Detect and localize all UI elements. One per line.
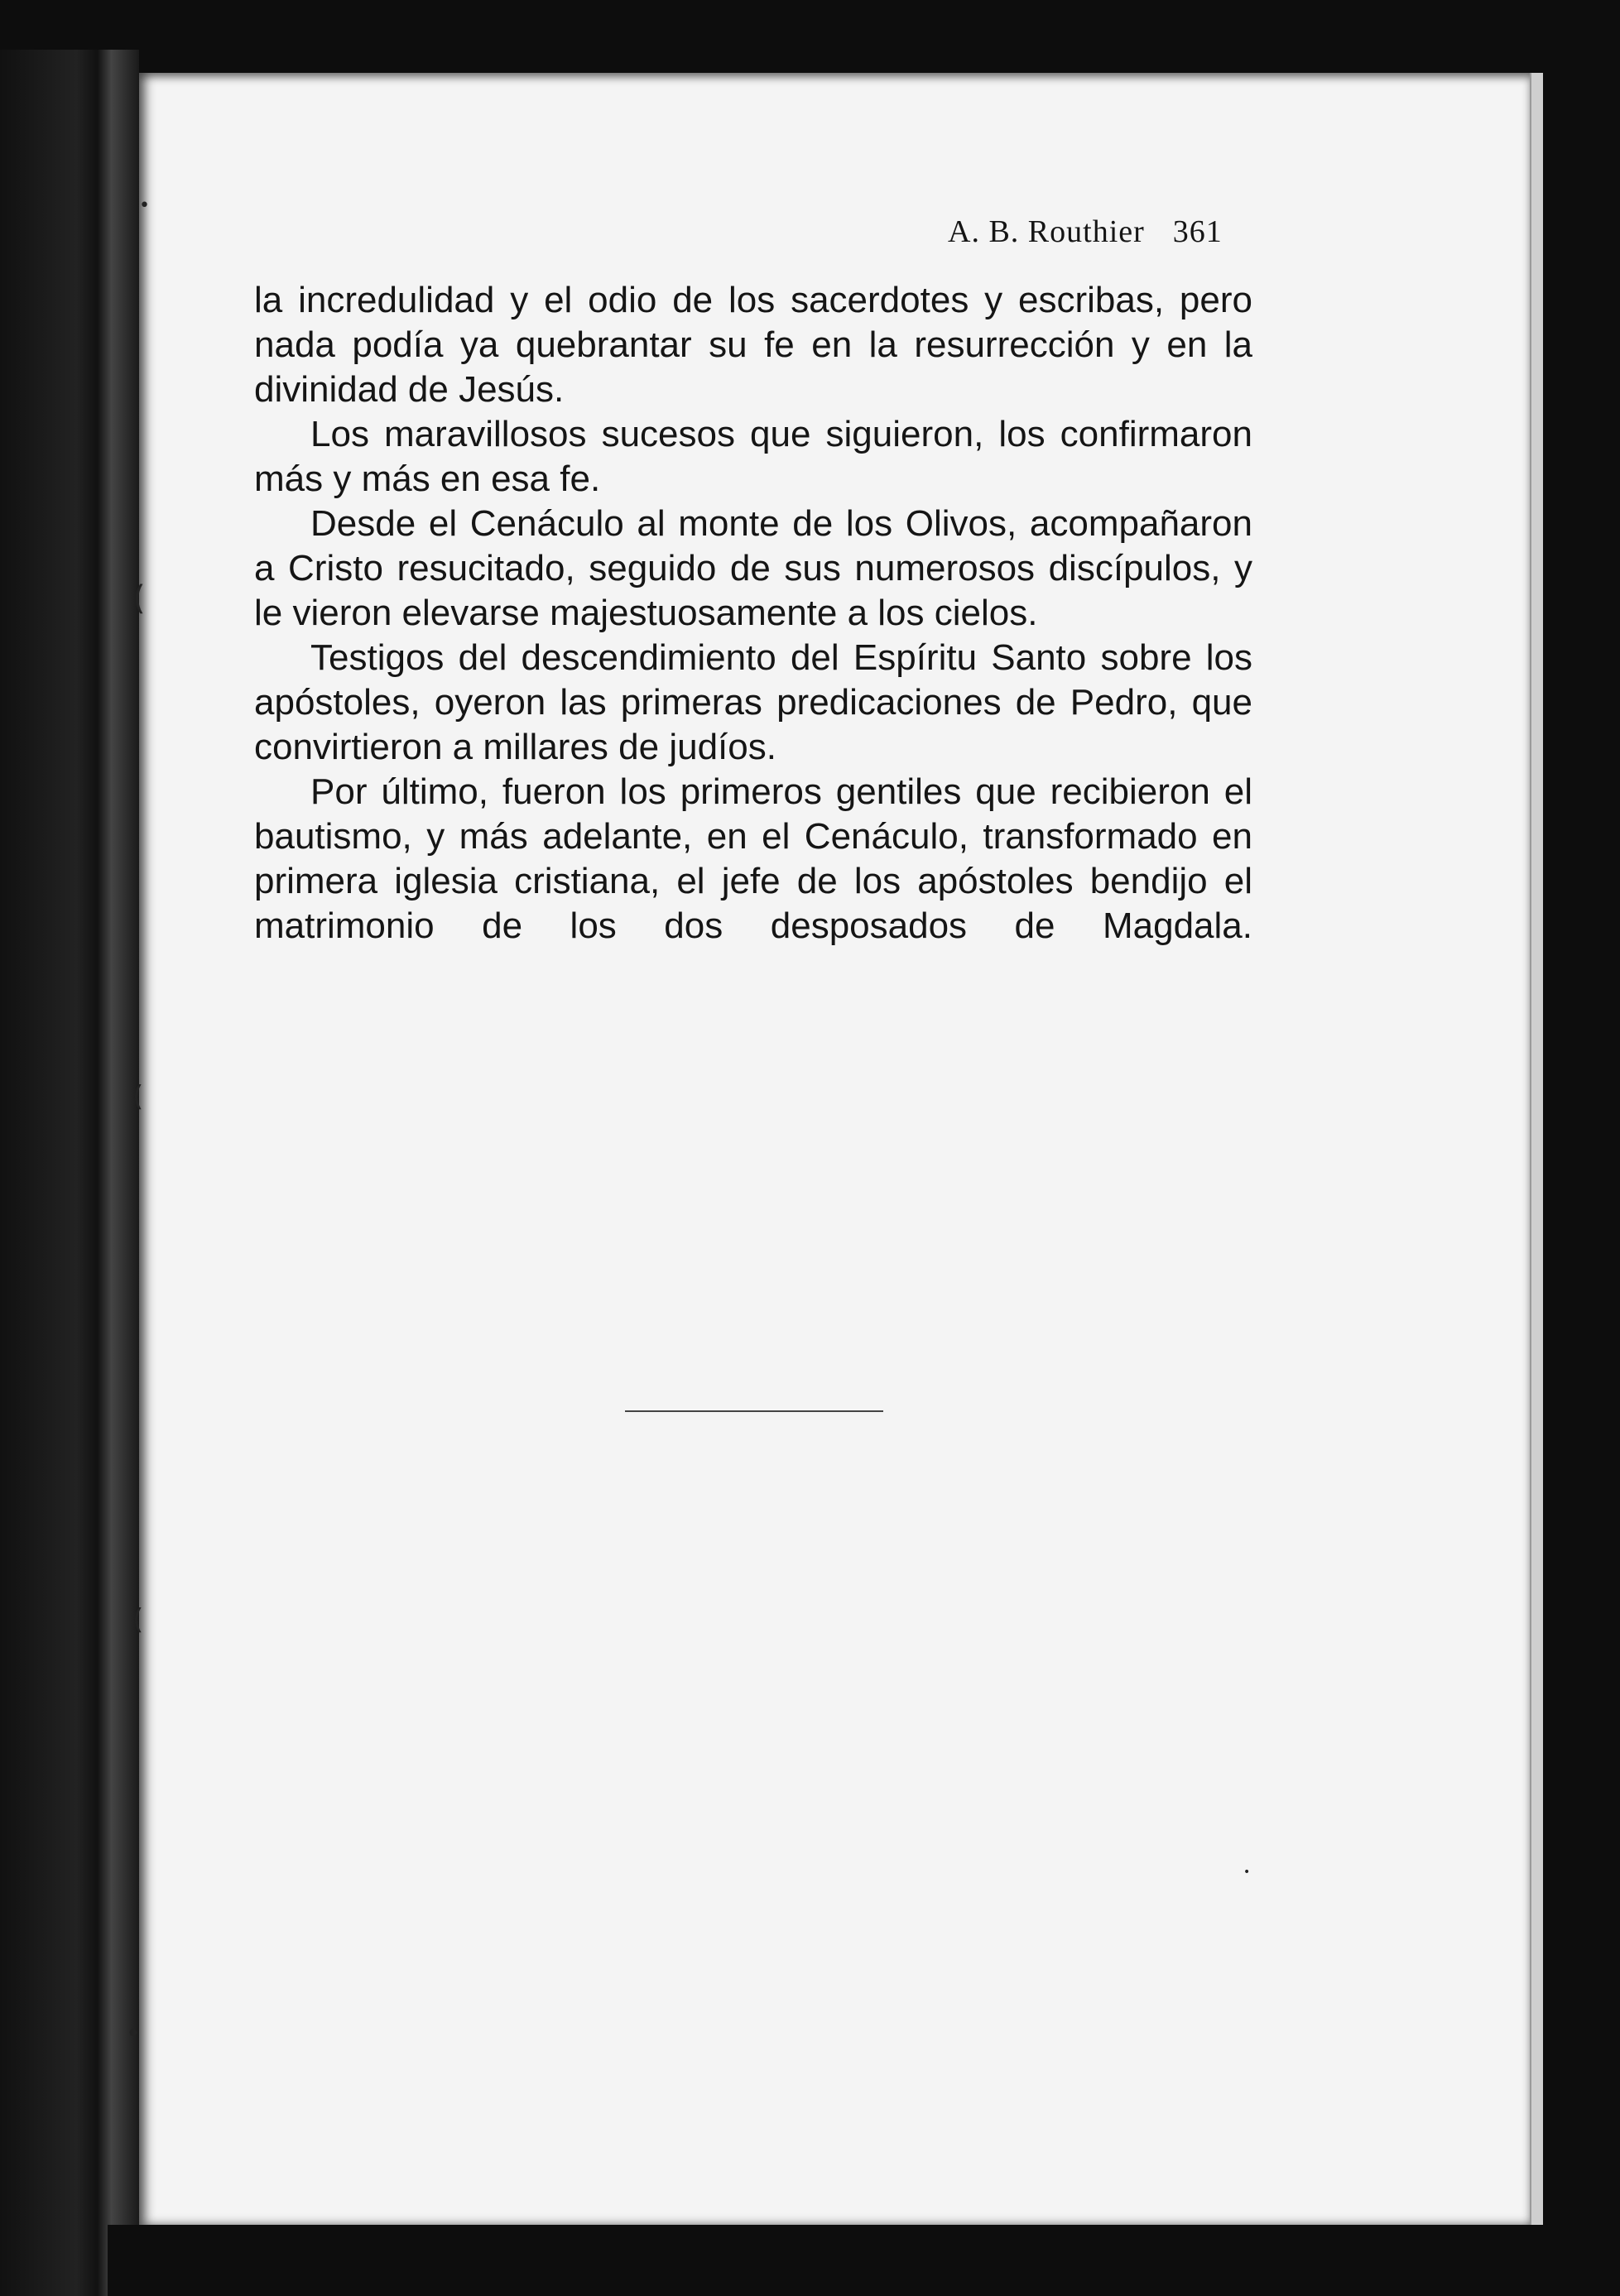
paragraph: la incredulidad y el odio de los sacerdotes y escribas, pero nada podía ya quebrantar su fe en la resurrección y en la divinidad de Jesús. <box>254 280 1252 410</box>
page-right-edge <box>1530 73 1543 2225</box>
scan-speck: • <box>1243 1866 1251 1879</box>
scan-speck: • <box>139 195 150 216</box>
running-head-author: A. B. Routhier <box>948 214 1145 249</box>
scan-speck: ( <box>132 1080 144 1113</box>
running-head <box>948 214 1223 250</box>
paragraph: Desde el Cenáculo al monte de los Olivos, acompañaron a Cristo resucitado, seguido de sus numerosos discípulos, y le vieron elevarse majestuosamente a los cielos. <box>254 503 1252 633</box>
body-text <box>254 278 1252 949</box>
scan-speck: • <box>126 2020 141 2049</box>
page-number: 361 <box>1172 214 1223 249</box>
paragraph: Los maravillosos sucesos que siguieron, los confirmaron más y más en esa fe. <box>254 414 1252 499</box>
paragraph: Testigos del descendimiento del Espíritu Santo sobre los apóstoles, oyeron las primeras predicaciones de Pedro, que convirtieron a millares de judíos. <box>254 637 1252 767</box>
book-binding-edge <box>0 50 139 2296</box>
scan-speck: ( <box>132 579 146 617</box>
section-end-rule <box>625 1410 883 1412</box>
scan-bottom-border <box>108 2225 1548 2296</box>
scan-speck: ( <box>132 1603 144 1636</box>
paragraph: Por último, fueron los primeros gentiles que recibieron el bautismo, y más adelante, en el Cenáculo, transformado en primera iglesia cristiana, el jefe de los apóstoles bendijo el matrimonio de los dos desposados de Magdala. <box>254 771 1252 946</box>
